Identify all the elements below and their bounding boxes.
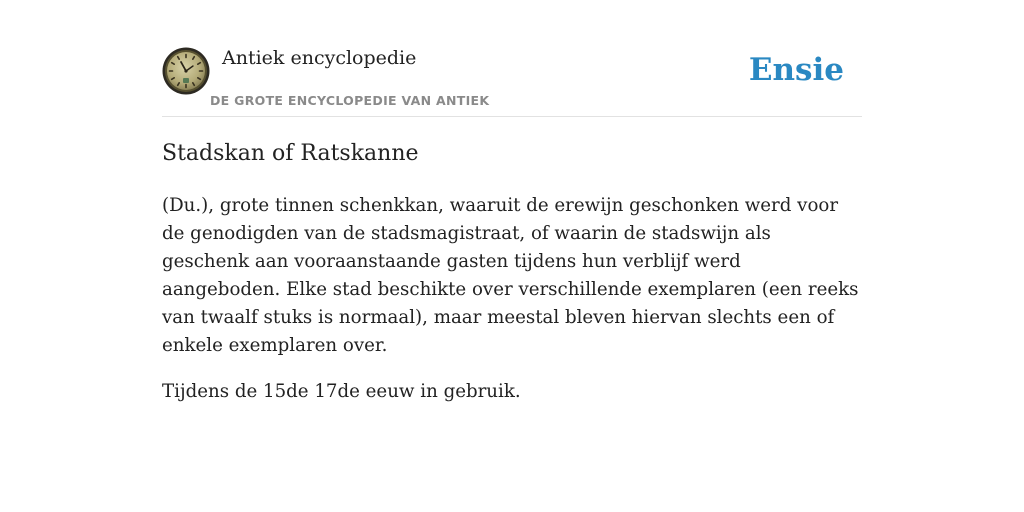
- site-tagline: DE GROTE ENCYCLOPEDIE VAN ANTIEK: [210, 93, 490, 108]
- article-paragraph: (Du.), grote tinnen schenkkan, waaruit de erewijn geschonken werd voor de genodigden van de stadsmagistraat, of waarin de stadswijn als geschenk aan vooraanstaande gasten tijdens hun verblijf werd aangeboden. Elke stad beschikte over verschillende exemplaren (een reeks van twaalf stuks is normaal), maar meestal bleven hiervan slechts een of enkele exemplaren over.: [162, 195, 859, 356]
- site-name[interactable]: Antiek encyclopedie: [222, 47, 417, 69]
- ensie-brand-link[interactable]: Ensie: [748, 52, 844, 88]
- article-paragraph: Tijdens de 15de 17de eeuw in gebruik.: [162, 381, 521, 402]
- antique-clock-icon[interactable]: [162, 47, 210, 95]
- site-header: [162, 46, 862, 117]
- article-title: Stadskan of Ratskanne: [162, 141, 419, 166]
- article: [162, 138, 862, 406]
